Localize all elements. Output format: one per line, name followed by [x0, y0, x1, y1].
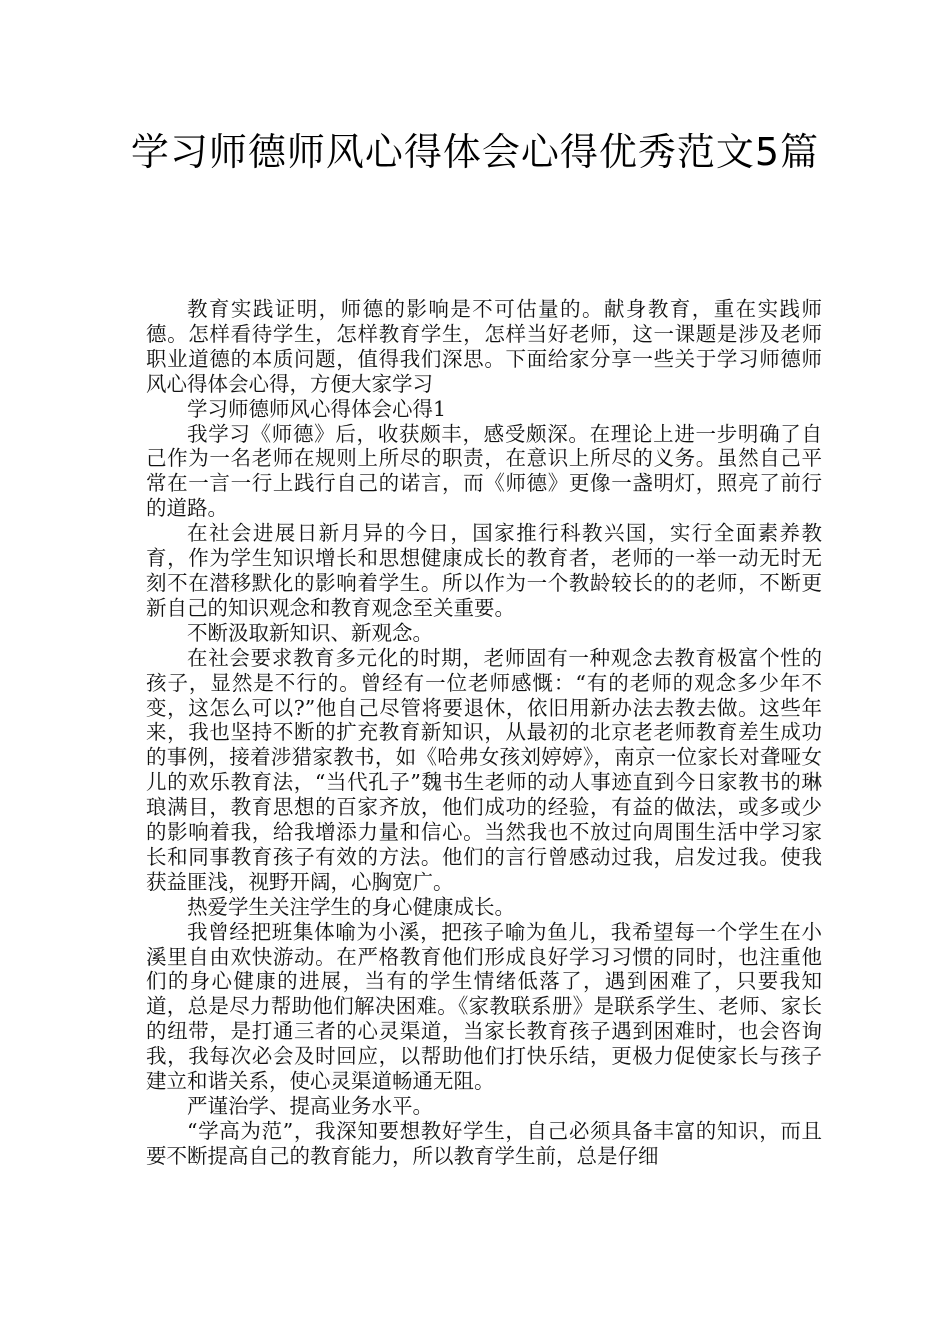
document-title: 学习师德师风心得体会心得优秀范文5篇 [130, 130, 820, 174]
intro-paragraph: 教育实践证明，师德的影响是不可估量的。献身教育，重在实践师德。怎样看待学生，怎样教育学生，怎样当好老师，这一课题是涉及老师职业道德的本质问题，值得我们深思。下面给家分享一些关于学习师德师风心得体会心得，方便大家学习 [146, 297, 822, 396]
body-paragraph: 我曾经把班集体喻为小溪，把孩子喻为鱼儿，我希望每一个学生在小溪里自由欢快游动。在严格教育他们形成良好学习习惯的同时，也注重他们的身心健康的进展，当有的学生情绪低落了，遇到困难了，只要我知道，总是尽力帮助他们解决困难。《家教联系册》是联系学生、老师、家长的纽带，是打通三者的心灵渠道，当家长教育孩子遇到困难时，也会咨询我，我每次必会及时回应，以帮助他们打快乐结，更极力促使家长与孩子建立和谐关系，使心灵渠道畅通无阻。 [146, 919, 822, 1094]
subheading-paragraph: 不断汲取新知识、新观念。 [187, 620, 433, 645]
document-body [146, 297, 822, 1169]
section-heading: 学习师德师风心得体会心得1 [187, 396, 447, 421]
body-paragraph: 在社会进展日新月异的今日，国家推行科教兴国，实行全面素养教育，作为学生知识增长和思想健康成长的教育者，老师的一举一动无时无刻不在潜移默化的影响着学生。所以作为一个教龄较长的的老师，不断更新自己的知识观念和教育观念至关重要。 [146, 521, 822, 620]
body-paragraph: “学高为范”，我深知要想教好学生，自己必须具备丰富的知识，而且要不断提高自己的教育能力，所以教育学生前，总是仔细 [146, 1118, 822, 1168]
body-paragraph: 我学习《师德》后，收获颇丰，感受颇深。在理论上进一步明确了自己作为一名老师在规则上所尽的职责，在意识上所尽的义务。虽然自己平常在一言一行上践行自己的诺言，而《师德》更像一盏明灯，照亮了前行的道路。 [146, 421, 822, 521]
subheading-paragraph: 热爱学生关注学生的身心健康成长。 [187, 894, 515, 919]
body-paragraph: 在社会要求教育多元化的时期，老师固有一种观念去教育极富个性的孩子，显然是不行的。曾经有一位老师感慨：“有的老师的观念多少年不变，这怎么可以?”他自己尽管将要退休，依旧用新办法去教去做。这些年来，我也坚持不断的扩充教育新知识，从最初的北京老老师教育差生成功的事例，接着涉猎家教书，如《哈弗女孩刘婷婷》，南京一位家长对聋哑女儿的欢乐教育法，“当代孔子”魏书生老师的动人事迹直到今日家教书的琳琅满目，教育思想的百家齐放，他们成功的经验，有益的做法，或多或少的影响着我，给我增添力量和信心。当然我也不放过向周围生活中学习家长和同事教育孩子有效的方法。他们的言行曾感动过我，启发过我。使我获益匪浅，视野开阔，心胸宽广。 [146, 645, 822, 894]
subheading-paragraph: 严谨治学、提高业务水平。 [187, 1094, 433, 1118]
